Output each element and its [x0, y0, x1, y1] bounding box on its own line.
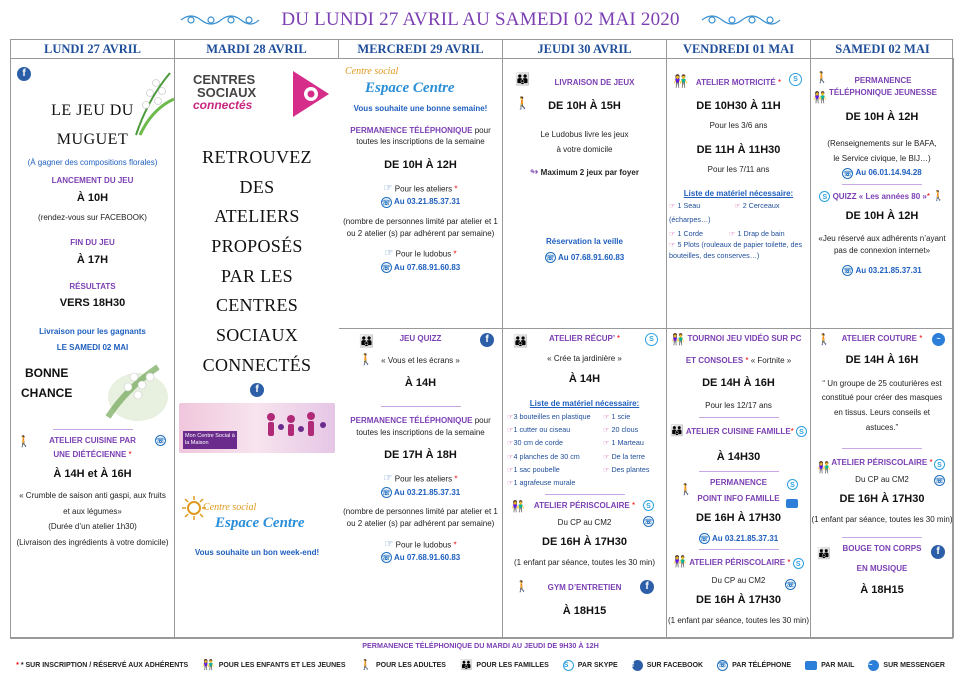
- legend-phone: ☏ PAR TÉLÉPHONE: [718, 661, 792, 669]
- messenger-icon[interactable]: ~: [932, 333, 945, 346]
- espace-centre-logo: Centre social Espace Centre: [345, 66, 455, 96]
- skype-icon: S: [787, 479, 798, 490]
- tuesday-afternoon: 👪 S ATELIER RÉCUP’ * « Crée ta jardinière » À 14H Liste de matériel nécessaire: ☞3 bouteilles en plastique ☞ 1 scie ☞1 cutter ou ciseau ☞ 20 clous ☞30 cm de corde ☞ 1 Marteau ☞4 planches de 30 cm ☞ De la terre ☞1 sac poubelle ☞ Des plantes ☞1 agrafeuse murale 👫 S ☏ ATELIER PÉRISCOLAIRE * Du CP au CM2 DE 16H À 17H30 (1 enfant par séance, toutes les 30 min) 🚶 f GYM D’ENTRETIEN À 18H15: [503, 329, 667, 638]
- legend-star: * * SUR INSCRIPTION / RÉSERVÉ AUX ADHÉRENTS: [16, 661, 189, 669]
- skype-icon: S: [934, 459, 945, 470]
- legend-messenger: ~ SUR MESSENGER: [868, 661, 945, 669]
- family-icon: 👪: [515, 72, 530, 86]
- kids-icon: 👫: [671, 334, 685, 346]
- skype-icon: S: [563, 660, 574, 671]
- phone-number[interactable]: Au 07.68.91.60.83: [393, 262, 461, 272]
- phone-icon: ☏: [381, 487, 392, 498]
- adult-icon: 🚶: [817, 334, 831, 346]
- facebook-icon[interactable]: f: [17, 67, 31, 81]
- skype-icon: S: [819, 191, 830, 202]
- facebook-icon[interactable]: f: [250, 383, 264, 397]
- pointer-icon: ☞: [384, 248, 394, 260]
- phone-icon: ☏: [381, 262, 392, 273]
- kids-icon: 👫: [817, 461, 831, 474]
- adult-icon: 🚶: [815, 72, 829, 84]
- kids-icon: 👫: [813, 92, 827, 104]
- material-list: ☞3 bouteilles en plastique ☞ 1 scie ☞1 cutter ou ciseau ☞ 20 clous ☞30 cm de corde ☞ 1 Marteau ☞4 planches de 30 cm ☞ De la terre ☞1 sac poubelle ☞ Des plantes ☞1 agrafeuse murale: [507, 411, 650, 488]
- legend-skype: S PAR SKYPE: [563, 661, 618, 669]
- kids-icon: 👫: [202, 659, 215, 671]
- friday-column: f LE JEU DU MUGUET (À gagner des compositions florales) LANCEMENT DU JEU À 10H (rendez-vous sur FACEBOOK) FIN DU JEU À 17H RÉSULTATS VERS 18H30 Livraison pour les gagnants LE SAMEDI 02 MAI BONNE CHANCE 🚶 ☏ ATELIER CUISINE PAR UNE DIÉTÉCIENNE * À 14H et À 16H « Crumble de saison anti gaspi, aux fruits et aux légumes» (Durée d’un atelier 1h30) (Livraison des ingrédients à votre domicile): [11, 59, 175, 638]
- lily-of-the-valley-icon: [126, 69, 174, 137]
- phone-icon: ☏: [785, 579, 796, 590]
- ornament-left-icon: [179, 12, 261, 28]
- saturday-message: RETROUVEZ DES ATELIERS PROPOSÉS PAR LES CENTRES SOCIAUX CONNECTÉS: [202, 147, 312, 375]
- day-header-thursday: JEUDI 30 AVRIL: [503, 40, 667, 59]
- phone-number[interactable]: Au 03.21.85.37.31: [393, 197, 461, 207]
- messenger-icon: ~: [868, 660, 879, 671]
- wednesday-afternoon: 👫 TOURNOI JEU VIDÉO SUR PC ET CONSOLES * « Fortnite » DE 14H À 16H Pour les 12/17 ans 👪 ATELIER CUISINE FAMILLE* S À 14H30 🚶 S PERMANENCE POINT INFO FAMILLE DE 16H À 17H30 ☏ Au 03.21.85.37.31 👫 ATELIER PÉRISCOLAIRE * S ☏ Du CP au CM2 DE 16H À 17H30 (1 enfant par séance, toutes les 30 min): [667, 329, 811, 638]
- day-header-wednesday: MERCREDI 29 AVRIL: [339, 40, 503, 59]
- kids-icon: 👫: [511, 500, 525, 513]
- espace-centre-logo-2: Centre social Espace Centre: [175, 493, 339, 545]
- phone-icon: ☏: [643, 516, 654, 527]
- legend-family: 👪 POUR LES FAMILLES: [459, 659, 549, 671]
- adult-icon: 🚶: [515, 96, 530, 110]
- legend-facebook: f SUR FACEBOOK: [631, 661, 704, 669]
- legend-adults: 🚶 POUR LES ADULTES: [359, 659, 446, 671]
- thursday-afternoon: 🚶 ~ ATELIER COUTURE * DE 14H À 16H “ Un groupe de 25 couturières est constitué pour créer des masques en tissus. Leurs conseils et astuces.” 👫 S ☏ ATELIER PÉRISCOLAIRE * Du CP au CM2 DE 16H À 17H30 (1 enfant par séance, toutes les 30 min) 👪 f BOUGE TON CORPS EN MUSIQUE À 18H15: [811, 329, 954, 638]
- phone-icon: ☏: [381, 552, 392, 563]
- hand-icon: ↬: [530, 166, 539, 178]
- mail-icon: [786, 499, 798, 508]
- tuesday-morning: 👪 🚶 LIVRAISON DE JEUX DE 10H À 15H Le Ludobus livre les jeux à votre domicile ↬ Maximum 2 jeux par foyer Réservation la veille ☏ Au 07.68.91.60.83: [503, 59, 667, 329]
- wednesday-morning: 👫 S ATELIER MOTRICITÉ * DE 10H30 À 11H Pour les 3/6 ans DE 11H À 11H30 Pour les 7/11 ans Liste de matériel nécessaire: ☞ 1 Seau ☞ 2 Cerceaux (écharpes…) ☞ 1 Corde ☞ 1 Drap de bain ☞ 5 Plots (rouleaux de papier toilette, des bouteilles, des conserves…): [667, 59, 811, 329]
- kids-icon: 👫: [673, 74, 688, 88]
- material-list: ☞ 1 Seau ☞ 2 Cerceaux (écharpes…) ☞ 1 Corde ☞ 1 Drap de bain ☞ 5 Plots (rouleaux de papier toilette, des bouteilles, des conserves…): [669, 201, 803, 261]
- day-header-friday: VENDREDI 01 MAI: [667, 40, 811, 59]
- adult-icon: 🚶: [359, 354, 373, 366]
- phone-icon: ☏: [699, 533, 710, 544]
- day-header-saturday: SAMEDI 02 MAI: [811, 40, 954, 59]
- welcome-text: Vous souhaite une bonne semaine!: [353, 104, 488, 114]
- pointer-icon: ☞: [383, 473, 393, 485]
- limit-note: (nombre de personnes limité par atelier et 1 ou 2 atelier (s) par adhérent par semaine): [343, 217, 498, 238]
- adult-icon: 🚶: [515, 581, 529, 594]
- facebook-icon[interactable]: f: [640, 580, 654, 594]
- day-header-monday: LUNDI 27 AVRIL: [11, 40, 175, 59]
- people-illustration-icon: [261, 407, 331, 447]
- legend-mail: PAR MAIL: [805, 661, 854, 670]
- thursday-morning: 🚶 👫 PERMANENCE TÉLÉPHONIQUE JEUNESSE DE 10H À 12H (Renseignements sur le BAFA, le Service civique, le BIJ…) ☏ Au 06.01.14.94.28 S QUIZZ « Les années 80 »* 🚶 DE 10H À 12H «Jeu réservé aux adhérents n’ayant pas de connexion internet» ☏ Au 03.21.85.37.31: [811, 59, 954, 329]
- perm-text: PERMANENCE TÉLÉPHONIQUE pour toutes les inscriptions de la semaine: [350, 125, 491, 147]
- phone-icon: ☏: [934, 475, 945, 486]
- centres-sociaux-connectes-logo: CENTRES SOCIAUX connectés: [175, 67, 339, 129]
- pointer-icon: ☞: [384, 538, 394, 550]
- phone-icon: ☏: [842, 265, 853, 276]
- legend-kids: 👫 POUR LES ENFANTS ET LES JEUNES: [202, 659, 346, 671]
- header: [0, 0, 961, 40]
- saturday-column: CENTRES SOCIAUX connectés RETROUVEZ DES ATELIERS PROPOSÉS PAR LES CENTRES SOCIAUX CONNECTÉS f Mon Centre Social à la Maison Centre social Espace Centre Vous souhaite un bon week-end!: [175, 59, 339, 638]
- schedule-grid: [10, 39, 953, 639]
- day-header-tuesday: MARDI 28 AVRIL: [175, 40, 339, 59]
- family-icon: 👪: [817, 548, 831, 561]
- skype-icon: S: [789, 73, 802, 86]
- phone-icon: ☏: [381, 197, 392, 208]
- page-title: DU LUNDI 27 AVRIL AU SAMEDI 02 MAI 2020: [281, 9, 680, 30]
- legend: [0, 654, 961, 676]
- connectes-arrow-icon: [289, 69, 331, 119]
- family-icon: 👪: [669, 424, 684, 437]
- footnote: PERMANENCE TÉLÉPHONIQUE DU MARDI AU JEUDI DE 9H30 À 12H: [362, 641, 599, 650]
- skype-icon: S: [793, 558, 804, 569]
- family-icon: 👪: [513, 334, 528, 348]
- adult-icon: 🚶: [679, 483, 693, 496]
- phone-icon: ☏: [842, 168, 853, 179]
- muguet-bouquet-icon: [98, 357, 170, 425]
- mon-centre-social-banner: Mon Centre Social à la Maison: [179, 403, 335, 453]
- facebook-icon[interactable]: f: [931, 545, 945, 559]
- mail-icon: [805, 661, 817, 670]
- adult-icon: 🚶: [932, 190, 945, 202]
- monday-morning: Centre social Espace Centre Vous souhaite une bonne semaine! PERMANENCE TÉLÉPHONIQUE pour toutes les inscriptions de la semaine DE 10H À 12H ☞ Pour les ateliers * ☏ Au 03.21.85.37.31 (nombre de personnes limité par atelier et 1 ou 2 atelier (s) par adhérent par semaine) ☞ Pour le ludobus * ☏ Au 07.68.91.60.83: [339, 59, 503, 329]
- perm-time: DE 10H À 12H: [384, 159, 457, 172]
- skype-icon: S: [643, 500, 654, 511]
- skype-icon: S: [796, 426, 807, 437]
- pointer-icon: ☞: [383, 182, 393, 194]
- adult-icon: 🚶: [17, 436, 31, 449]
- facebook-icon[interactable]: f: [480, 333, 494, 347]
- family-icon: 👪: [359, 334, 374, 348]
- ornament-right-icon: [700, 12, 782, 28]
- family-icon: 👪: [459, 659, 473, 671]
- adult-icon: 🚶: [359, 659, 372, 671]
- bonne-chance-block: BONNE CHANCE: [11, 357, 174, 427]
- phone-icon: ☏: [155, 435, 166, 446]
- event-title: LIVRAISON DE JEUX: [554, 78, 635, 87]
- skype-icon: S: [645, 333, 658, 346]
- facebook-icon: f: [632, 660, 643, 671]
- monday-afternoon: 👪 🚶 f JEU QUIZZ « Vous et les écrans » À 14H PERMANENCE TÉLÉPHONIQUE pour toutes les inscriptions de la semaine DE 17H À 18H ☞ Pour les ateliers * ☏ Au 03.21.85.37.31 (nombre de personnes limité par atelier et 1 ou 2 atelier (s) par adhérent par semaine) ☞ Pour le ludobus * ☏ Au 07.68.91.60.83: [339, 329, 503, 638]
- phone-icon: ☏: [718, 661, 727, 669]
- kids-icon: 👫: [673, 556, 687, 569]
- phone-icon: ☏: [545, 252, 556, 263]
